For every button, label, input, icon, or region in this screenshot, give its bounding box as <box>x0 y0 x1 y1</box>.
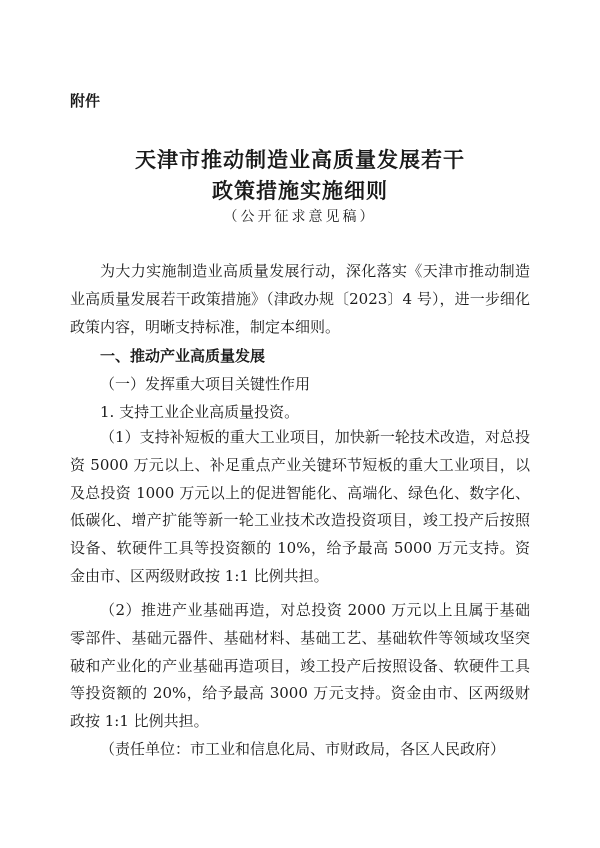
intro-paragraph: 为大力实施制造业高质量发展行动，深化落实《天津市推动制造业高质量发展若干政策措施》（津政办规〔2023〕4 号），进一步细化政策内容，明晰支持标准，制定本细则。 <box>70 262 530 336</box>
item-1-heading: 1. 支持工业企业高质量投资。 <box>100 403 300 421</box>
item-1-paragraph-1: （1）支持补短板的重大工业项目，加快新一轮技术改造，对总投资 5000 万元以上、补足重点产业关键环节短板的重大工业项目，以及总投资 1000 万元以上的促进智能化、高端化、绿色化、数字化、低碳化、增产扩能等新一轮工业技术改造投资项目，竣工投产后按照设备、软硬件工具等投资额的 10%，给予最高 5000 万元支持。资金由市、区两级财政按 1:1 比例共担。 <box>70 428 530 585</box>
attachment-label: 附件 <box>70 92 101 110</box>
document-title-line-1: 天津市推动制造业高质量发展若干 <box>135 147 465 172</box>
responsible-units: （责任单位：市工业和信息化局、市财政局，各区人民政府） <box>100 740 506 758</box>
document-subtitle: （公开征求意见稿） <box>223 209 377 225</box>
section-1-heading: 一、推动产业高质量发展 <box>100 347 266 365</box>
subsection-1-heading: （一）发挥重大项目关键性作用 <box>100 375 311 393</box>
document-title-line-2: 政策措施实施细则 <box>212 178 388 203</box>
item-1-paragraph-2: （2）推进产业基础再造，对总投资 2000 万元以上且属于基础零部件、基础元器件、基础材料、基础工艺、基础软件等领域攻坚突破和产业化的产业基础再造项目，竣工投产后按照设备、软硬件工具等投资额的 20%，给予最高 3000 万元支持。资金由市、区两级财政按 1:1 比例共担。 <box>70 601 530 731</box>
